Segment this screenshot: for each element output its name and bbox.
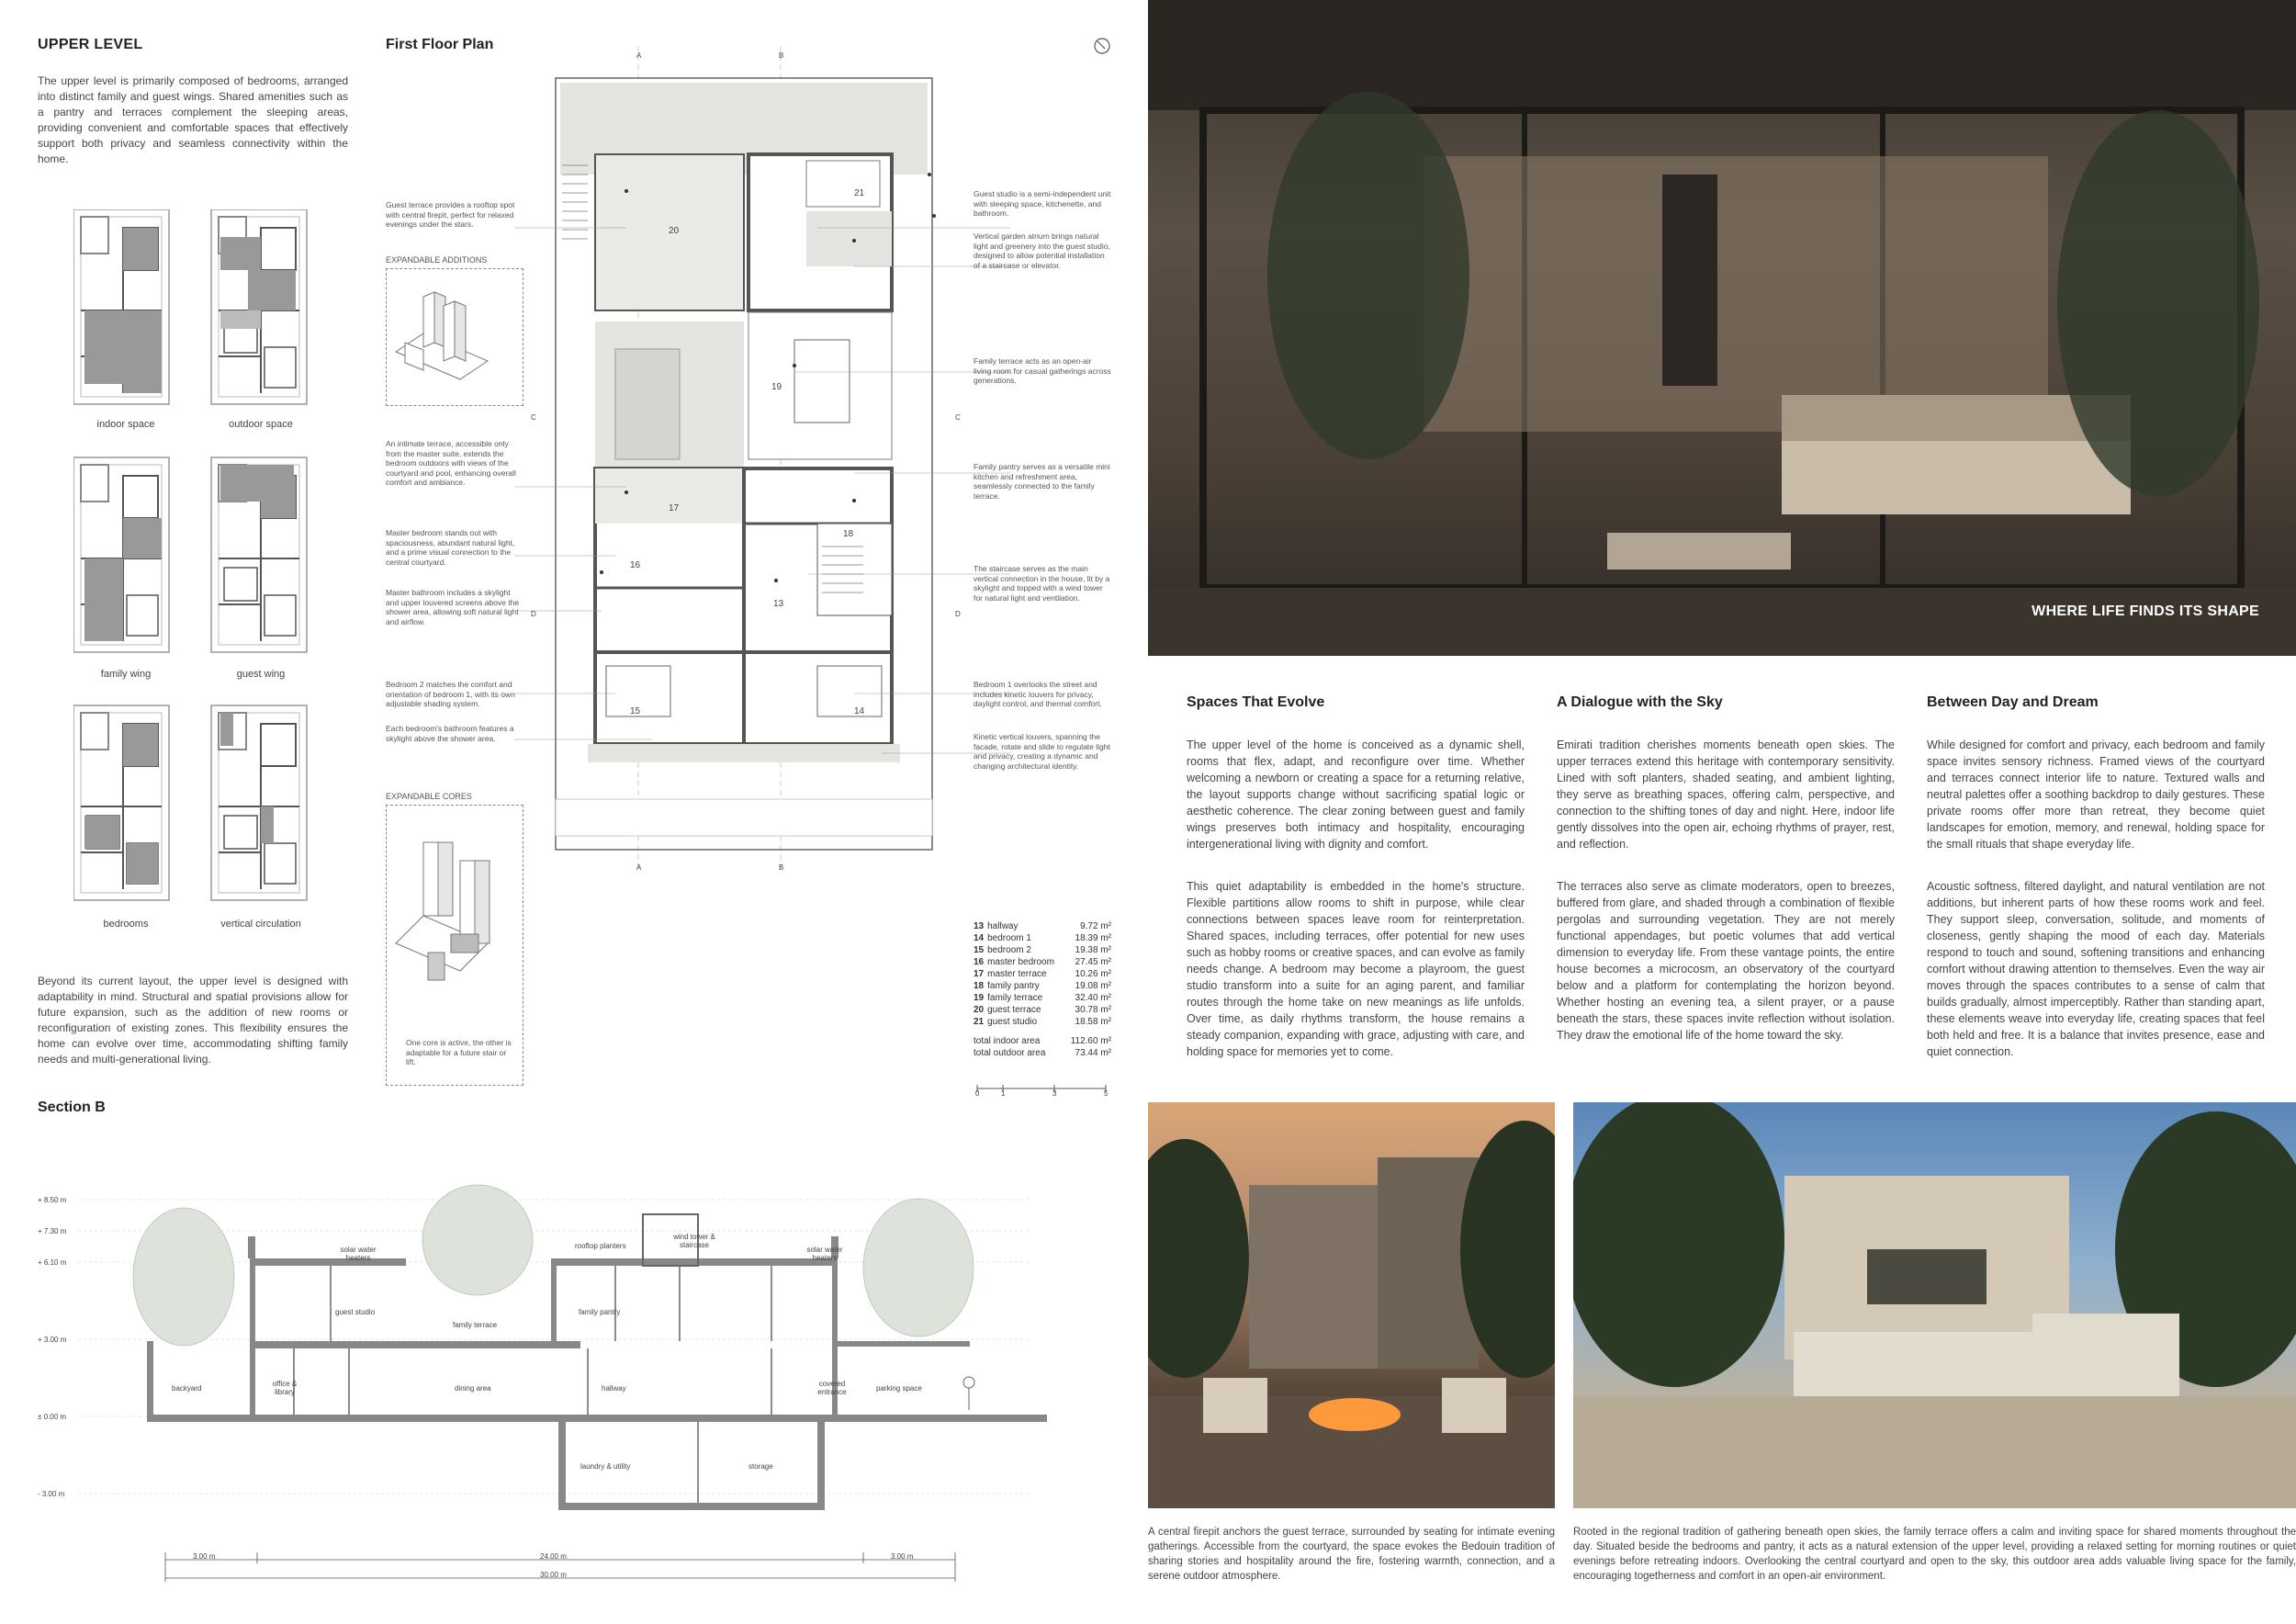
dim-right: 3.00 m — [891, 1552, 914, 1561]
sec-office-library: office & library — [272, 1380, 298, 1396]
expandable-additions-label: EXPANDABLE ADDITIONS — [386, 255, 488, 265]
legend-row: 20 guest terrace 30.78 m² — [974, 1005, 1111, 1015]
annot-guest-studio: Guest studio is a semi-independent unit with sleeping space, kitchenette, and bathroom. — [974, 189, 1111, 218]
sec-wind-tower: wind tower & staircase — [673, 1233, 715, 1249]
north-arrow-icon — [1093, 37, 1111, 55]
col3-p2: Acoustic softness, filtered daylight, and natural ventilation are not additions, but inherent parts of how these rooms work and feel. They support sleep, conversation, solitude, and moments of closeness, gently shaping the mood of each day. Materials respond to touch and sound, softening transitions and enhancing comfort without drawing attention to themselves. Even the way air moves through the spaces contributes to a sense of calm that builds gradually, almost imperceptibly. Rather than standing apart, these elements weave into everyday life, creating spaces that feel both held and free. It is a balance that invites presence, ease and quiet connection. — [1927, 880, 2265, 1058]
expandable-cores-label: EXPANDABLE CORES — [386, 792, 472, 801]
dim-middle: 24.00 m — [540, 1552, 567, 1561]
col1-title: Spaces That Evolve — [1187, 694, 1325, 710]
room-16: 16 — [630, 560, 641, 570]
area-legend — [974, 920, 1111, 1059]
marker-d-right: D — [955, 610, 961, 618]
legend-row: 21 guest studio 18.58 m² — [974, 1017, 1111, 1027]
col2-p2: The terraces also serve as climate moderators, open to breezes, buffered from glare, and shaded through a combination of flexible pergolas and surrounding vegetation. They are not merely functional appendages, but poetic volumes that add vertical dimension to everyday life. From these vantage points, the entire house becomes a microcosm, an observatory of the courtyard below and a platform for contemplating the horizon beyond. Whether hosting an evening tea, a silent prayer, or a pause beneath the stars, these spaces invite reflection without isolation. They draw the emotional life of the home toward the sky. — [1557, 880, 1895, 1042]
family-terrace-render — [1573, 1102, 2296, 1508]
sec-solar-right: solar water heaters — [806, 1246, 843, 1262]
marker-c-left: C — [531, 413, 536, 422]
annot-family-pantry: Family pantry serves as a versatile mini kitchen and refreshment area, seamlessly connected to the family terrace. — [974, 462, 1110, 501]
legend-row: 15 bedroom 2 19.38 m² — [974, 945, 1111, 955]
diagram-label-family: family wing — [100, 669, 152, 680]
legend-row: 18 family pantry 19.08 m² — [974, 981, 1111, 991]
total-outdoor-row: total outdoor area 73.44 m² — [974, 1048, 1111, 1058]
marker-a-bottom: A — [636, 863, 642, 872]
level-minus300: - 3.00 m — [38, 1490, 65, 1498]
scale-bar: 0 1 3 5 — [975, 1089, 1109, 1098]
room-18: 18 — [843, 529, 854, 539]
col1-p2: This quiet adaptability is embedded in the home's structure. Flexible partitions allow rooms to shift in purpose, while clear connections between spaces leave room for reinterpretation. Shared spaces, including terraces, offer potential for new uses such as hobby rooms or creative spaces, and can evolve as family needs change. A bedroom may become a playroom, the guest studio transform into a suite for an aging parent, and familiar routes through the home take on new meanings as life unfolds. Over time, as daily rhythms transform, the house remains a steady companion, expanding with grace, adjusting with care, and holding space for memories yet to come. — [1187, 880, 1525, 1058]
room-20: 20 — [669, 226, 680, 236]
legend-row: 14 bedroom 1 18.39 m² — [974, 933, 1111, 943]
section-title: Section B — [38, 1100, 106, 1115]
marker-d-left: D — [531, 610, 536, 618]
guest-terrace-render — [1148, 1102, 1555, 1508]
legend-row: 19 family terrace 32.40 m² — [974, 993, 1111, 1003]
diagram-label-circulation: vertical circulation — [220, 919, 301, 930]
annot-master-bathroom: Master bathroom includes a skylight and upper louvered screens above the shower area, allowing soft natural light and airflow. — [386, 588, 520, 626]
marker-a-top: A — [636, 51, 642, 60]
annot-staircase: The staircase serves as the main vertical connection in the house, lit by a skylight and topped with a wind tower for natural light and ventilation. — [974, 564, 1110, 603]
sec-parking: parking space — [876, 1384, 922, 1393]
level-850: + 8.50 m — [38, 1196, 67, 1204]
col3-p1: While designed for comfort and privacy, each bedroom and family space invites sensory richness. Framed views of the courtyard and terraces connect interior life to nature. Textured walls and neutral palettes offer a soothing backdrop to daily gestures. These private rooms offer more than retreat, they become quiet landscapes for emotion, memory, and renewal, holding space for the small rituals that shape everyday life. — [1927, 739, 2265, 851]
core-note: One core is active, the other is adaptable for a future stair or lift. — [406, 1038, 512, 1066]
sec-dining-area: dining area — [455, 1384, 491, 1393]
sec-guest-studio: guest studio — [335, 1308, 376, 1316]
total-indoor-row: total indoor area 112.60 m² — [974, 1036, 1111, 1046]
level-610: + 6.10 m — [38, 1258, 67, 1267]
level-730: + 7.30 m — [38, 1227, 67, 1235]
annot-vertical-garden: Vertical garden atrium brings natural light and greenery into the guest studio, designed to allow potential installation of a staircase or elevator. — [974, 231, 1110, 270]
diagram-label-outdoor: outdoor space — [229, 419, 293, 430]
sec-family-pantry: family pantry — [579, 1308, 621, 1316]
hero-bedroom-render — [1148, 0, 2296, 656]
diagram-label-bedrooms: bedrooms — [103, 919, 149, 930]
expandable-additions-box — [386, 268, 523, 406]
sec-rooftop-planters: rooftop planters — [575, 1242, 626, 1250]
annot-bedroom-1: Bedroom 1 overlooks the street and includes kinetic louvers for privacy, daylight control, and thermal comfort. — [974, 680, 1102, 708]
upper-level-title: UPPER LEVEL — [38, 37, 143, 52]
upper-level-intro: The upper level is primarily composed of bedrooms, arranged into distinct family and guest wings. Shared amenities such as a pantry and terraces complement the sleeping areas, providing convenient and comfortable spaces that effectively support both privacy and seamless connectivity within the home. — [38, 74, 348, 165]
section-drawing — [37, 1157, 1120, 1589]
room-17: 17 — [669, 503, 680, 513]
marker-b-top: B — [779, 51, 784, 60]
room-15: 15 — [630, 706, 641, 716]
dim-total: 30.00 m — [540, 1571, 567, 1579]
zoning-diagrams — [73, 209, 321, 926]
sec-solar-left: solar water heaters — [340, 1246, 377, 1262]
col2-title: A Dialogue with the Sky — [1557, 694, 1723, 710]
legend-row: 17 master terrace 10.26 m² — [974, 969, 1111, 979]
annot-louvers: Kinetic vertical louvers, spanning the facade, rotate and slide to regulate light and privacy, creating a dynamic and changing architectural identity. — [974, 732, 1110, 771]
annot-family-terrace: Family terrace acts as an open-air living room for casual gatherings across generations. — [974, 356, 1111, 385]
level-000: ± 0.00 m — [38, 1413, 67, 1421]
floor-plan-drawing — [514, 46, 1010, 891]
sec-storage: storage — [748, 1462, 773, 1471]
room-19: 19 — [771, 382, 782, 392]
plan-title: First Floor Plan — [386, 37, 494, 52]
family-terrace-caption: Rooted in the regional tradition of gathering beneath open skies, the family terrace offers a calm and inviting space for shared moments throughout the day. Situated beside the bedrooms and pantry, it acts as a natural extension of the upper level, providing a relaxed setting for morning routines or quiet evenings before retreating indoors. Overlooking the central courtyard and open to the sky, this outdoor area adds valuable living space for the family, encouraging togetherness and comfort in an open-air environment. — [1573, 1527, 2296, 1582]
room-14: 14 — [854, 706, 865, 716]
guest-terrace-caption: A central firepit anchors the guest terrace, surrounded by seating for intimate evening gatherings. Accessible from the courtyard, the space evokes the Bedouin tradition of sharing stories and hospitality around the fire, fostering warmth, connection, and a serene outdoor atmosphere. — [1148, 1527, 1555, 1582]
marker-b-bottom: B — [779, 863, 784, 872]
room-13: 13 — [773, 599, 784, 609]
col3-title: Between Day and Dream — [1927, 694, 2099, 710]
diagram-label-guest: guest wing — [236, 669, 286, 680]
annot-guest-terrace: Guest terrace provides a rooftop spot with central firepit, perfect for relaxed evenings under the stars. — [386, 200, 515, 229]
hero-caption: WHERE LIFE FINDS ITS SHAPE — [2032, 603, 2259, 619]
room-21: 21 — [854, 188, 865, 198]
dim-left: 3.00 m — [193, 1552, 216, 1561]
annot-master-terrace: An intimate terrace, accessible only from the master suite, extends the bedroom outdoors with views of the courtyard and pool, enhancing overall comfort and ambiance. — [386, 439, 516, 487]
sec-backyard: backyard — [172, 1384, 202, 1393]
sec-laundry: laundry & utility — [580, 1462, 631, 1471]
level-300: + 3.00 m — [38, 1336, 67, 1344]
diagram-label-indoor: indoor space — [96, 419, 155, 430]
legend-row: 16 master bedroom 27.45 m² — [974, 957, 1111, 967]
annot-bedroom-2: Bedroom 2 matches the comfort and orientation of bedroom 1, with its own adjustable shading system. — [386, 680, 515, 708]
col1-p1: The upper level of the home is conceived as a dynamic shell, rooms that flex, adapt, and reconfigure over time. Whether welcoming a newborn or creating a space for a returning relative, the layout supports change without sacrificing spatial logic or aesthetic coherence. The clear zoning between guest and family wings preserves both intimacy and hospitality, encouraging intergenerational living with dignity and comfort. — [1187, 739, 1525, 851]
marker-c-right: C — [955, 413, 961, 422]
col2-p1: Emirati tradition cherishes moments beneath open skies. The upper terraces extend this heritage with contemporary sensitivity. Lined with soft planters, shaded seating, and ambient lighting, they serve as breathing spaces, offering calm, perspective, and connection to the shifting tones of day and night. Here, indoor life gently dissolves into the open air, echoing rhythms of prayer, rest, and reflection. — [1557, 739, 1895, 851]
sec-covered-entrance: covered entrance — [817, 1380, 847, 1396]
annot-master-bedroom: Master bedroom stands out with spaciousness, abundant natural light, and a prime visual connection to the central courtyard. — [386, 528, 515, 567]
sec-hallway: hallway — [602, 1384, 626, 1393]
sec-family-terrace: family terrace — [453, 1321, 498, 1329]
future-text: Beyond its current layout, the upper level is designed with adaptability in mind. Structural and spatial provisions allow for future expansion, such as the addition of new rooms or reconfiguration of existing zones. This flexibility ensures the home can evolve over time, accommodating shifting family needs and multi-generational living. — [38, 975, 348, 1066]
annot-bathrooms: Each bedroom's bathroom features a skylight above the shower area. — [386, 724, 514, 743]
legend-row: 13 hallway 9.72 m² — [974, 921, 1111, 931]
